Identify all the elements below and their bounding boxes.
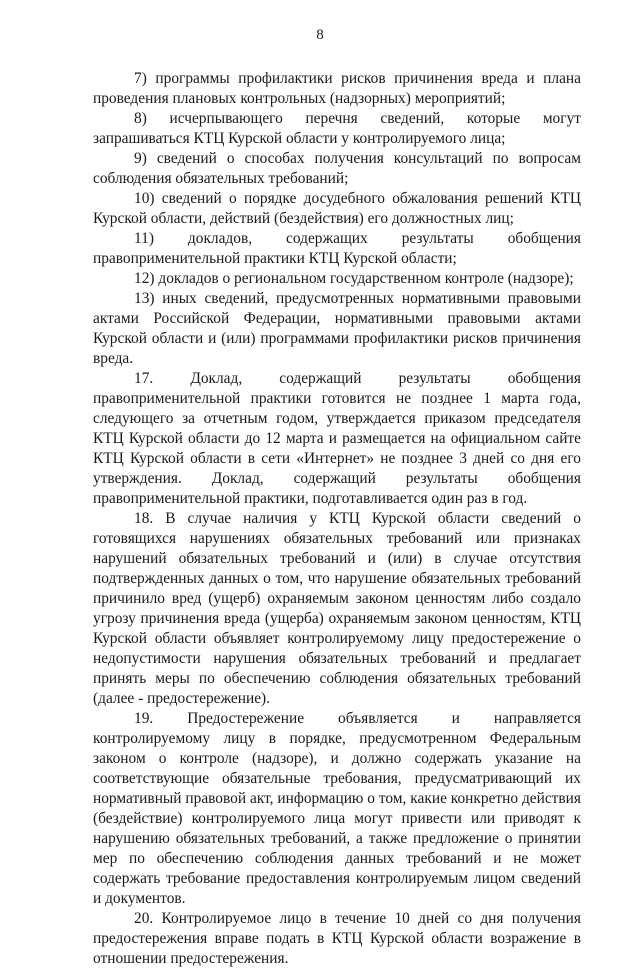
paragraph-clause-19: 19. Предостережение объявляется и направляется контролируемому лицу в порядке, предусмотренном Федеральным законом о контроле (надзоре), и должно содержать указание на соответствующие обязательные требования, предусматривающий их нормативный правовой акт, информацию о том, какие конкретно действия (бездействие) контролируемого лица могут привести или приводят к нарушению обязательных требований, а также предложение о принятии мер по обеспечению соблюдения данных требований и не может содержать требование предоставления контролируемым лицом сведений и документов.	[93, 710, 581, 907]
page-number: 8	[316, 27, 324, 43]
document-body	[93, 69, 581, 969]
paragraph-item-11: 11) докладов, содержащих результаты обобщения правоприменительной практики КТЦ Курской области;	[93, 230, 581, 267]
paragraph-clause-20: 20. Контролируемое лицо в течение 10 дней со дня получения предостережения вправе подать в КТЦ Курской области возражение в отношении предостережения.	[93, 910, 581, 967]
paragraph-item-7: 7) программы профилактики рисков причинения вреда и плана проведения плановых контрольных (надзорных) мероприятий;	[93, 70, 581, 107]
paragraph-clause-18: 18. В случае наличия у КТЦ Курской области сведений о готовящихся нарушениях обязательных требований или признаках нарушений обязательных требований и (или) в случае отсутствия подтвержденных данных о том, что нарушение обязательных требований причинило вред (ущерб) охраняемым законом ценностям либо создало угрозу причинения вреда (ущерба) охраняемым законом ценностям, КТЦ Курской области объявляет контролируемому лицу предостережение о недопустимости нарушения обязательных требований и предлагает принять меры по обеспечению соблюдения обязательных требований (далее - предостережение).	[93, 510, 581, 707]
paragraph-item-9: 9) сведений о способах получения консультаций по вопросам соблюдения обязательных требований;	[93, 150, 581, 187]
paragraph-item-12: 12) докладов о региональном государственном контроле (надзоре);	[134, 270, 574, 287]
paragraph-item-13: 13) иных сведений, предусмотренных нормативными правовыми актами Российской Федерации, нормативными правовыми актами Курской области и (или) программами профилактики рисков причинения вреда.	[93, 290, 581, 367]
paragraph-item-8: 8) исчерпывающего перечня сведений, которые могут запрашиваться КТЦ Курской области у контролируемого лица;	[93, 110, 581, 147]
paragraph-clause-17: 17. Доклад, содержащий результаты обобщения правоприменительной практики готовится не позднее 1 марта года, следующего за отчетным годом, утверждается приказом председателя КТЦ Курской области до 12 марта и размещается на официальном сайте КТЦ Курской области в сети «Интернет» не позднее 3 дней со дня его утверждения. Доклад, содержащий результаты обобщения правоприменительной практики, подготавливается один раз в год.	[93, 370, 581, 507]
paragraph-item-10: 10) сведений о порядке досудебного обжалования решений КТЦ Курской области, действий (бездействия) его должностных лиц;	[93, 190, 581, 227]
